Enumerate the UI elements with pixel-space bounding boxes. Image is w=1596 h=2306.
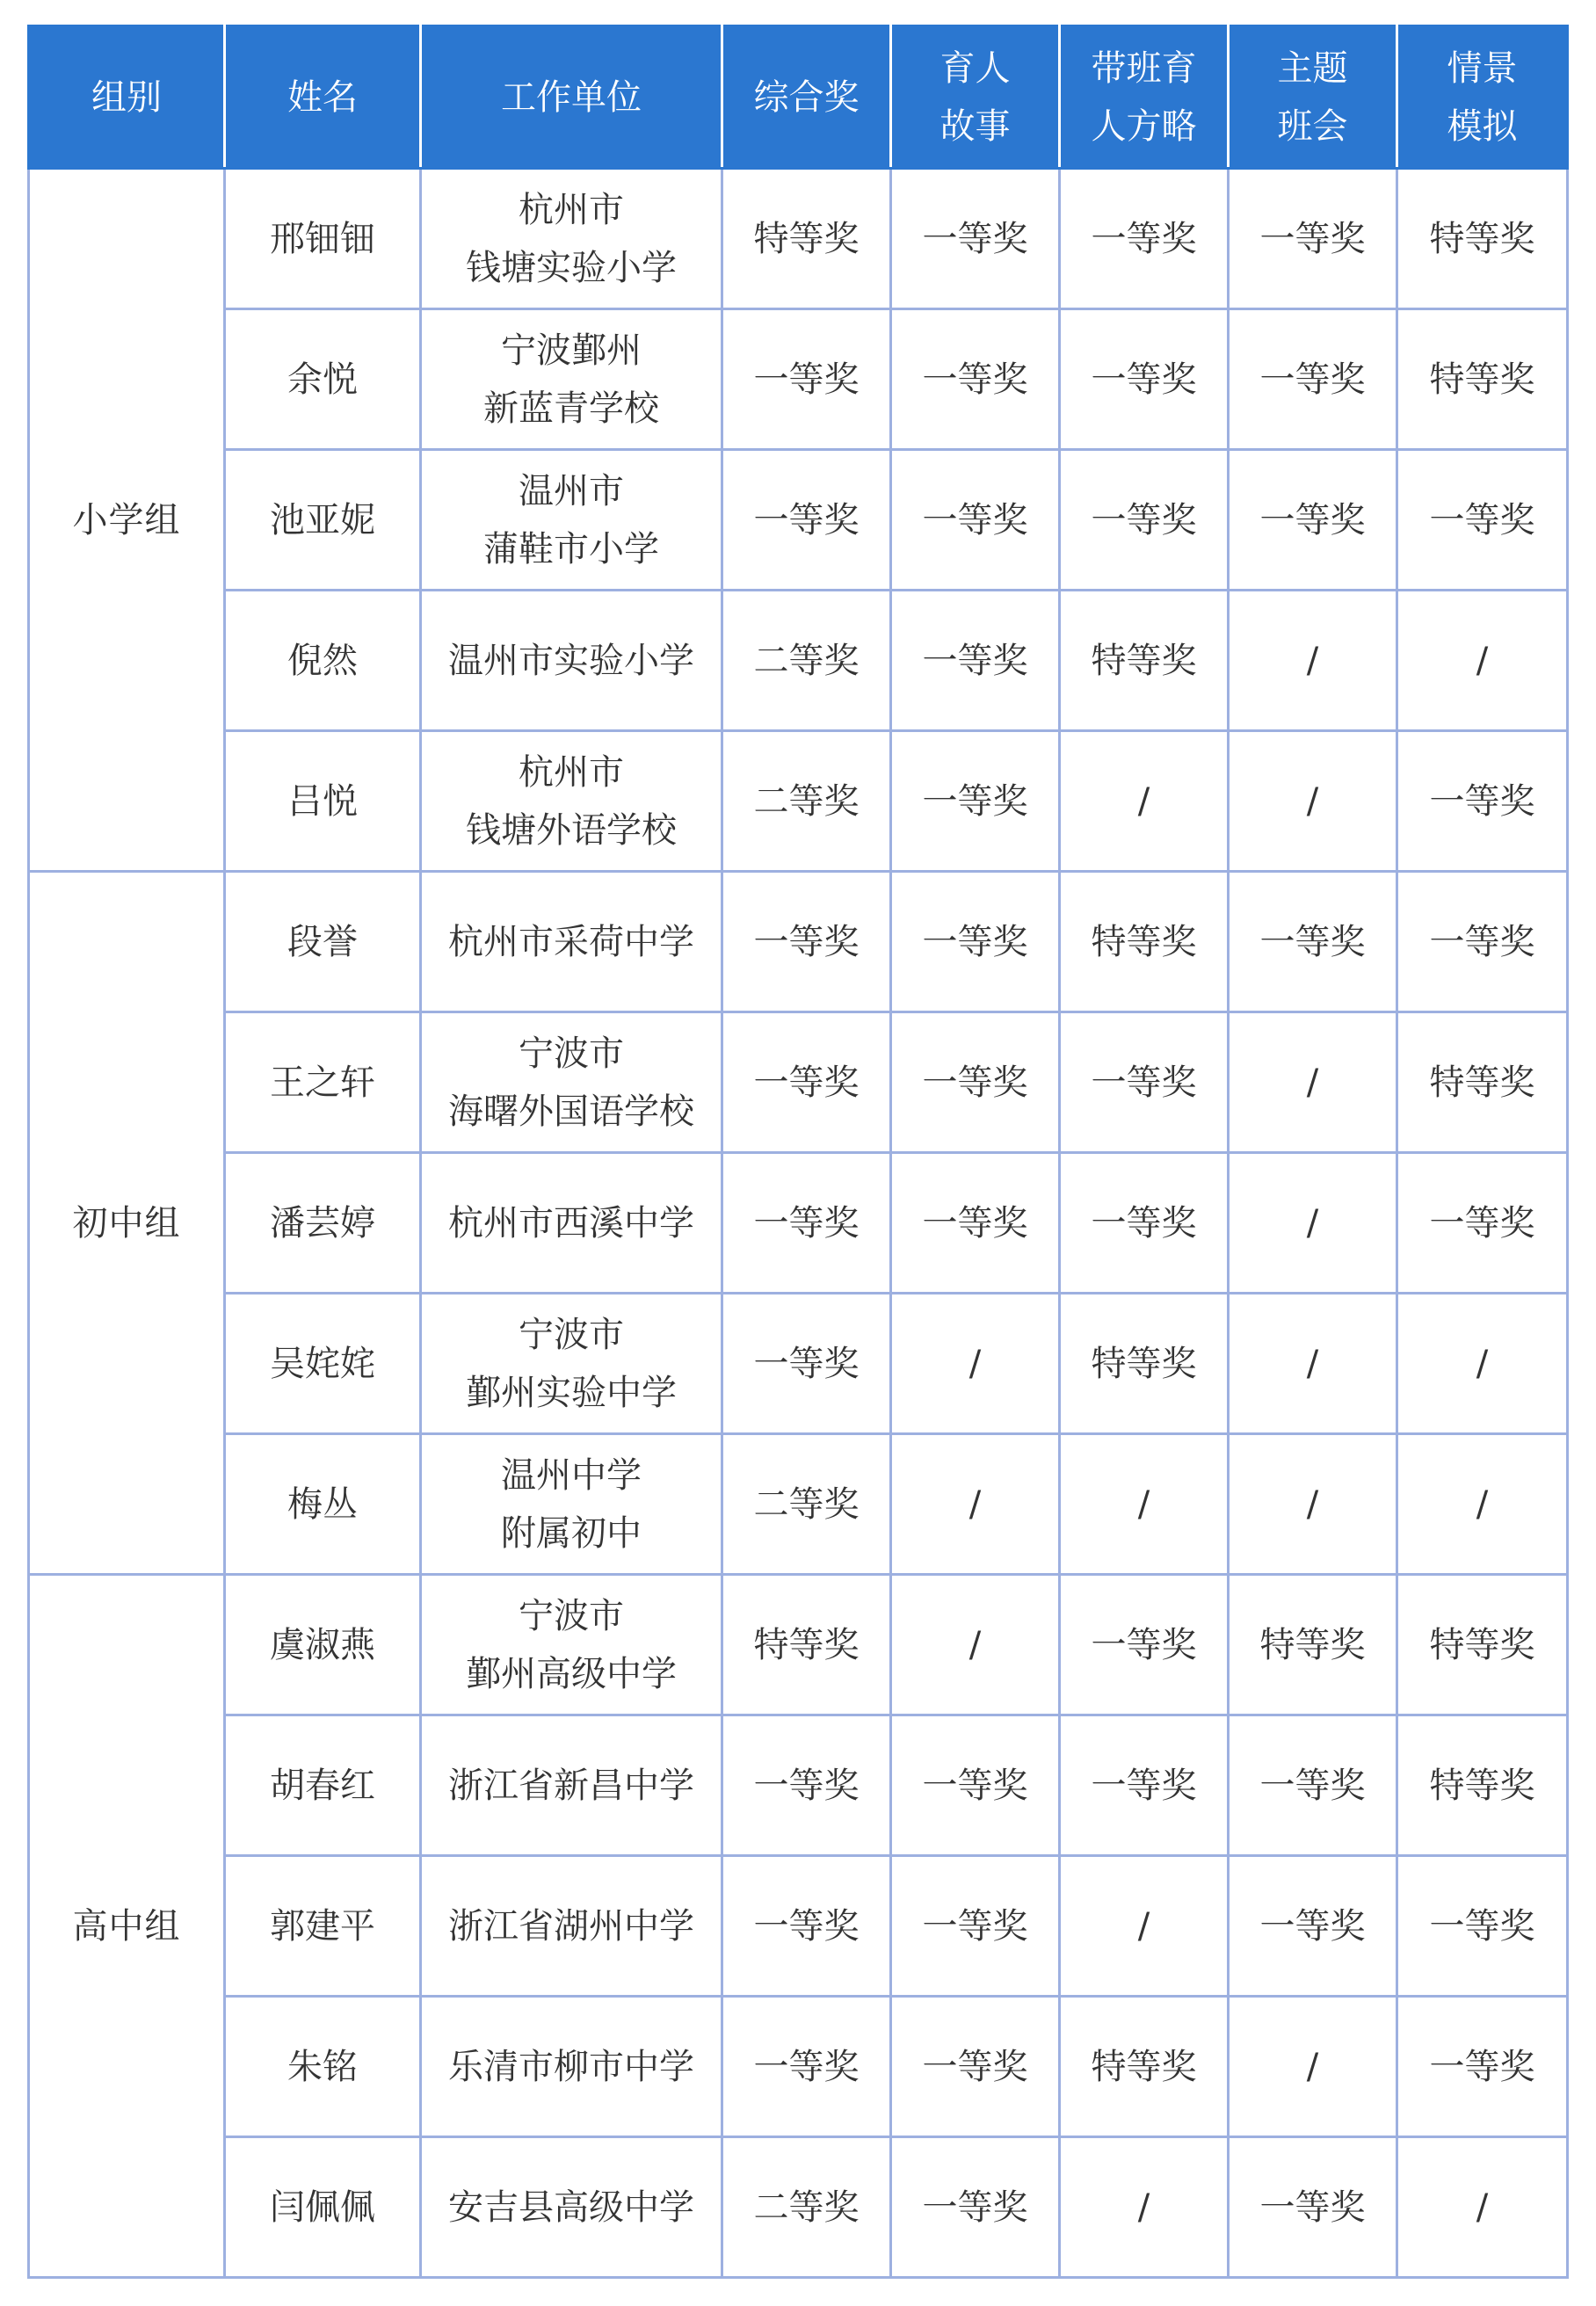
theme-meeting-cell: 一等奖 <box>1229 1856 1397 1997</box>
work-unit-cell <box>421 872 722 1012</box>
person-name-cell: 郭建平 <box>225 1856 421 1997</box>
education-story-cell: 一等奖 <box>891 1715 1060 1856</box>
person-name-cell: 倪然 <box>225 591 421 731</box>
class-strategy-cell: 一等奖 <box>1060 450 1229 591</box>
header-text-line: 带班育 <box>1091 47 1197 89</box>
education-story-cell: / <box>891 1434 1060 1575</box>
scenario-simulation-cell: / <box>1397 591 1568 731</box>
education-story-cell: 一等奖 <box>891 2137 1060 2278</box>
header-text-line: 姓名 <box>287 76 358 118</box>
class-strategy-cell: 特等奖 <box>1060 1294 1229 1434</box>
work-unit-line: 鄞州高级中学 <box>466 1653 677 1694</box>
work-unit-line: 宁波市 <box>519 1595 624 1636</box>
work-unit-line: 蒲鞋市小学 <box>483 528 659 569</box>
overall-award-cell: 一等奖 <box>722 309 891 450</box>
theme-meeting-cell: / <box>1229 1997 1397 2137</box>
overall-award-cell: 一等奖 <box>722 1715 891 1856</box>
work-unit-line: 新蓝青学校 <box>483 388 659 429</box>
work-unit-line: 浙江省新昌中学 <box>448 1765 694 1806</box>
work-unit-line: 安吉县高级中学 <box>448 2186 694 2228</box>
group-label-cell: 初中组 <box>29 872 225 1575</box>
class-strategy-cell: 一等奖 <box>1060 1715 1229 1856</box>
overall-award-cell: 特等奖 <box>722 169 891 309</box>
work-unit-line: 宁波市 <box>519 1033 624 1074</box>
person-name-cell: 虞淑燕 <box>225 1575 421 1715</box>
header-text-line: 模拟 <box>1447 105 1518 147</box>
table-row <box>29 1575 1568 1715</box>
header-text-line: 故事 <box>939 105 1011 147</box>
table-row <box>29 309 1568 450</box>
theme-meeting-cell: / <box>1229 591 1397 731</box>
work-unit-line: 浙江省湖州中学 <box>448 1905 694 1947</box>
overall-award-cell: 一等奖 <box>722 1997 891 2137</box>
theme-meeting-cell: / <box>1229 1434 1397 1575</box>
work-unit-cell <box>421 2137 722 2278</box>
person-name-cell: 邢钿钿 <box>225 169 421 309</box>
work-unit-cell <box>421 1856 722 1997</box>
theme-meeting-cell: 一等奖 <box>1229 450 1397 591</box>
header-text-line: 班会 <box>1277 105 1348 147</box>
header-class-strategy <box>1060 26 1229 169</box>
work-unit-cell <box>421 1012 722 1153</box>
person-name-cell: 池亚妮 <box>225 450 421 591</box>
scenario-simulation-cell: / <box>1397 2137 1568 2278</box>
header-overall-award <box>722 26 891 169</box>
scenario-simulation-cell: 特等奖 <box>1397 1715 1568 1856</box>
group-label-cell: 高中组 <box>29 1575 225 2278</box>
work-unit-line: 附属初中 <box>501 1512 642 1554</box>
work-unit-line: 杭州市采荷中学 <box>448 921 694 962</box>
work-unit-line: 鄞州实验中学 <box>466 1372 677 1413</box>
education-story-cell: 一等奖 <box>891 872 1060 1012</box>
work-unit-cell <box>421 731 722 872</box>
theme-meeting-cell: 特等奖 <box>1229 1575 1397 1715</box>
overall-award-cell: 二等奖 <box>722 591 891 731</box>
work-unit-line: 杭州市 <box>519 751 624 793</box>
header-text-line: 综合奖 <box>753 76 860 118</box>
scenario-simulation-cell: 一等奖 <box>1397 872 1568 1012</box>
overall-award-cell: 二等奖 <box>722 2137 891 2278</box>
education-story-cell: / <box>891 1575 1060 1715</box>
person-name-cell: 余悦 <box>225 309 421 450</box>
work-unit-line: 钱塘实验小学 <box>466 247 677 288</box>
overall-award-cell: 二等奖 <box>722 731 891 872</box>
class-strategy-cell: 特等奖 <box>1060 1997 1229 2137</box>
scenario-simulation-cell: 特等奖 <box>1397 1575 1568 1715</box>
work-unit-cell <box>421 591 722 731</box>
work-unit-cell <box>421 309 722 450</box>
education-story-cell: 一等奖 <box>891 731 1060 872</box>
header-name <box>225 26 421 169</box>
work-unit-line: 海曙外国语学校 <box>448 1091 694 1132</box>
education-story-cell: 一等奖 <box>891 309 1060 450</box>
header-text-line: 育人 <box>939 47 1011 89</box>
header-work-unit <box>421 26 722 169</box>
class-strategy-cell: 一等奖 <box>1060 309 1229 450</box>
class-strategy-cell: 一等奖 <box>1060 169 1229 309</box>
person-name-cell: 潘芸婷 <box>225 1153 421 1294</box>
scenario-simulation-cell: / <box>1397 1294 1568 1434</box>
work-unit-cell <box>421 1434 722 1575</box>
table-header <box>29 26 1568 169</box>
work-unit-cell <box>421 450 722 591</box>
person-name-cell: 胡春红 <box>225 1715 421 1856</box>
education-story-cell: 一等奖 <box>891 1153 1060 1294</box>
table-row <box>29 1715 1568 1856</box>
class-strategy-cell: / <box>1060 1434 1229 1575</box>
overall-award-cell: 一等奖 <box>722 872 891 1012</box>
work-unit-line: 温州中学 <box>501 1454 642 1496</box>
person-name-cell: 吴姹姹 <box>225 1294 421 1434</box>
scenario-simulation-cell: / <box>1397 1434 1568 1575</box>
award-results-table <box>27 25 1569 2279</box>
work-unit-line: 杭州市西溪中学 <box>448 1202 694 1244</box>
education-story-cell: 一等奖 <box>891 450 1060 591</box>
table-body <box>29 169 1568 2278</box>
header-scenario-simulation <box>1397 26 1568 169</box>
class-strategy-cell: 特等奖 <box>1060 591 1229 731</box>
scenario-simulation-cell: 一等奖 <box>1397 731 1568 872</box>
education-story-cell: 一等奖 <box>891 169 1060 309</box>
table-row <box>29 1153 1568 1294</box>
header-text-line: 主题 <box>1277 47 1348 89</box>
class-strategy-cell: 特等奖 <box>1060 872 1229 1012</box>
person-name-cell: 段誉 <box>225 872 421 1012</box>
overall-award-cell: 一等奖 <box>722 1153 891 1294</box>
table-row <box>29 872 1568 1012</box>
overall-award-cell: 一等奖 <box>722 450 891 591</box>
table-row <box>29 169 1568 309</box>
header-group <box>29 26 225 169</box>
work-unit-cell <box>421 1294 722 1434</box>
header-theme-meeting <box>1229 26 1397 169</box>
scenario-simulation-cell: 一等奖 <box>1397 450 1568 591</box>
overall-award-cell: 特等奖 <box>722 1575 891 1715</box>
theme-meeting-cell: / <box>1229 1153 1397 1294</box>
table-row <box>29 1856 1568 1997</box>
class-strategy-cell: / <box>1060 731 1229 872</box>
work-unit-line: 钱塘外语学校 <box>466 809 677 851</box>
header-text-line: 情景 <box>1447 47 1518 89</box>
work-unit-cell <box>421 1997 722 2137</box>
theme-meeting-cell: / <box>1229 1294 1397 1434</box>
work-unit-line: 杭州市 <box>519 189 624 230</box>
table-row <box>29 1294 1568 1434</box>
table-row <box>29 1997 1568 2137</box>
header-text-line: 人方略 <box>1091 105 1197 147</box>
overall-award-cell: 一等奖 <box>722 1012 891 1153</box>
education-story-cell: 一等奖 <box>891 1012 1060 1153</box>
table-row <box>29 450 1568 591</box>
theme-meeting-cell: 一等奖 <box>1229 169 1397 309</box>
class-strategy-cell: 一等奖 <box>1060 1153 1229 1294</box>
class-strategy-cell: / <box>1060 1856 1229 1997</box>
education-story-cell: 一等奖 <box>891 1997 1060 2137</box>
person-name-cell: 梅丛 <box>225 1434 421 1575</box>
theme-meeting-cell: / <box>1229 731 1397 872</box>
work-unit-cell <box>421 1715 722 1856</box>
work-unit-line: 温州市实验小学 <box>448 640 694 681</box>
table-row <box>29 1434 1568 1575</box>
person-name-cell: 王之轩 <box>225 1012 421 1153</box>
overall-award-cell: 一等奖 <box>722 1294 891 1434</box>
header-text-line: 工作单位 <box>501 76 642 118</box>
work-unit-line: 宁波鄞州 <box>501 330 642 371</box>
work-unit-line: 乐清市柳市中学 <box>448 2046 694 2087</box>
scenario-simulation-cell: 特等奖 <box>1397 309 1568 450</box>
scenario-simulation-cell: 一等奖 <box>1397 1997 1568 2137</box>
overall-award-cell: 二等奖 <box>722 1434 891 1575</box>
theme-meeting-cell: 一等奖 <box>1229 309 1397 450</box>
table-row <box>29 1012 1568 1153</box>
scenario-simulation-cell: 特等奖 <box>1397 169 1568 309</box>
theme-meeting-cell: 一等奖 <box>1229 2137 1397 2278</box>
table-row <box>29 591 1568 731</box>
work-unit-line: 温州市 <box>519 470 624 511</box>
theme-meeting-cell: 一等奖 <box>1229 1715 1397 1856</box>
scenario-simulation-cell: 一等奖 <box>1397 1153 1568 1294</box>
work-unit-cell <box>421 169 722 309</box>
person-name-cell: 闫佩佩 <box>225 2137 421 2278</box>
class-strategy-cell: 一等奖 <box>1060 1012 1229 1153</box>
theme-meeting-cell: / <box>1229 1012 1397 1153</box>
group-label-cell: 小学组 <box>29 169 225 872</box>
overall-award-cell: 一等奖 <box>722 1856 891 1997</box>
header-text-line: 组别 <box>91 76 162 118</box>
scenario-simulation-cell: 特等奖 <box>1397 1012 1568 1153</box>
class-strategy-cell: / <box>1060 2137 1229 2278</box>
theme-meeting-cell: 一等奖 <box>1229 872 1397 1012</box>
education-story-cell: 一等奖 <box>891 1856 1060 1997</box>
header-education-story <box>891 26 1060 169</box>
person-name-cell: 朱铭 <box>225 1997 421 2137</box>
work-unit-cell <box>421 1575 722 1715</box>
scenario-simulation-cell: 一等奖 <box>1397 1856 1568 1997</box>
education-story-cell: / <box>891 1294 1060 1434</box>
table-row <box>29 731 1568 872</box>
work-unit-cell <box>421 1153 722 1294</box>
education-story-cell: 一等奖 <box>891 591 1060 731</box>
class-strategy-cell: 一等奖 <box>1060 1575 1229 1715</box>
header-row <box>29 26 1568 169</box>
table-row <box>29 2137 1568 2278</box>
person-name-cell: 吕悦 <box>225 731 421 872</box>
work-unit-line: 宁波市 <box>519 1314 624 1355</box>
